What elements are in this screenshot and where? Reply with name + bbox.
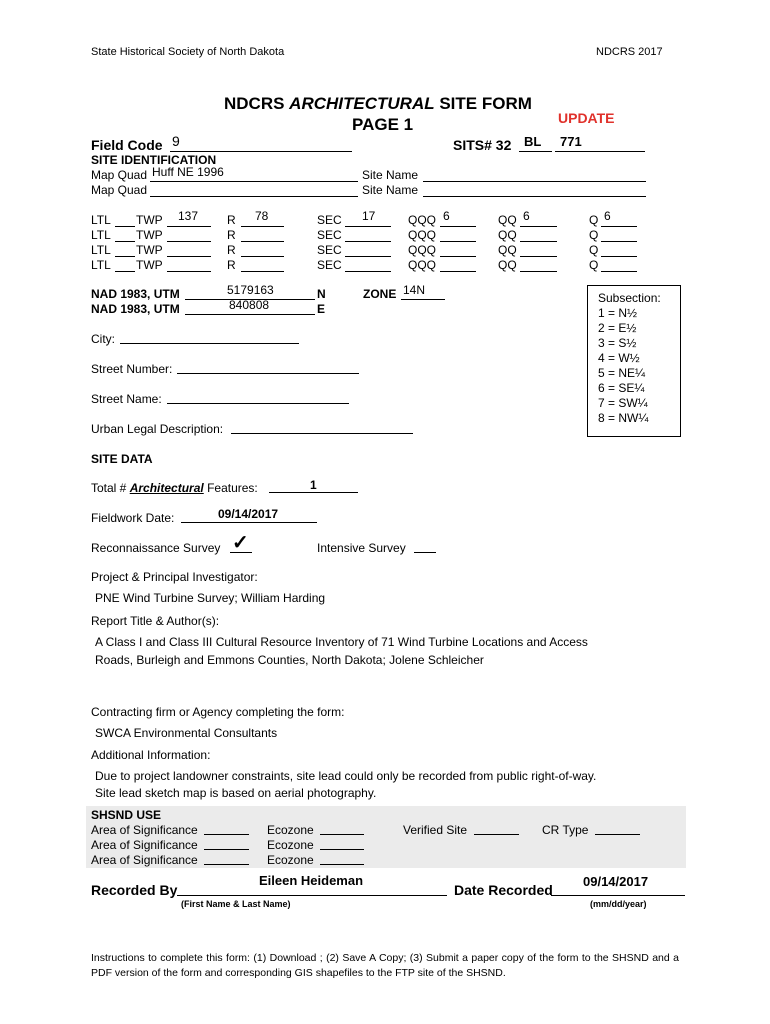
q-line[interactable] xyxy=(601,271,637,272)
map-quad-line-2[interactable] xyxy=(150,196,358,197)
qqq-label: QQQ xyxy=(408,213,437,227)
qq-line[interactable] xyxy=(520,271,557,272)
urban-legal-label: Urban Legal Description: xyxy=(91,422,224,436)
ltl-label: LTL xyxy=(91,243,111,257)
sec-line[interactable] xyxy=(345,256,391,257)
subsection-item: 8 = NW¼ xyxy=(598,411,649,425)
investigator-label: Project & Principal Investigator: xyxy=(91,570,258,584)
ecozone-line[interactable] xyxy=(320,849,364,850)
map-quad-value-1[interactable]: Huff NE 1996 xyxy=(152,165,224,179)
verified-site-label: Verified Site xyxy=(403,823,468,837)
twp-line[interactable] xyxy=(167,226,211,227)
intensive-survey-line[interactable] xyxy=(414,552,436,553)
date-recorded-label: Date Recorded xyxy=(454,882,553,898)
twp-label: TWP xyxy=(136,258,163,272)
utm-easting-value[interactable]: 840808 xyxy=(229,298,270,312)
ltl-line[interactable] xyxy=(115,256,135,257)
site-name-line-1[interactable] xyxy=(423,181,646,182)
twp-line[interactable] xyxy=(167,256,211,257)
r-label: R xyxy=(227,243,236,257)
utm-label-n: NAD 1983, UTM xyxy=(91,287,180,301)
zone-value[interactable]: 14N xyxy=(403,283,426,297)
investigator-value[interactable]: PNE Wind Turbine Survey; William Harding xyxy=(95,591,326,605)
form-page: PAGE 1 xyxy=(352,115,414,134)
subsection-item: 1 = N½ xyxy=(598,306,638,320)
site-name-label-2: Site Name xyxy=(362,183,419,197)
site-name-line-2[interactable] xyxy=(423,196,646,197)
sec-label: SEC xyxy=(317,213,342,227)
street-number-label: Street Number: xyxy=(91,362,173,376)
twp-label: TWP xyxy=(136,228,163,242)
r-label: R xyxy=(227,258,236,272)
sec-line[interactable] xyxy=(345,241,391,242)
subsection-item: 5 = NE¼ xyxy=(598,366,646,380)
qq-label: QQ xyxy=(498,243,517,257)
r-line[interactable] xyxy=(241,241,284,242)
street-name-line[interactable] xyxy=(167,403,349,404)
subsection-item: 2 = E½ xyxy=(598,321,637,335)
qq-label: QQ xyxy=(498,213,517,227)
zone-label: ZONE xyxy=(363,287,397,301)
q-line[interactable] xyxy=(601,241,637,242)
qq-label: QQ xyxy=(498,258,517,272)
r-line[interactable] xyxy=(241,271,284,272)
utm-label-e: NAD 1983, UTM xyxy=(91,302,180,316)
street-name-label: Street Name: xyxy=(91,392,162,406)
qq-line[interactable] xyxy=(520,256,557,257)
city-line[interactable] xyxy=(120,343,299,344)
cr-type-label: CR Type xyxy=(542,823,589,837)
site-name-label-1: Site Name xyxy=(362,168,419,182)
utm-e-label: E xyxy=(317,302,326,316)
qq-line[interactable] xyxy=(520,226,557,227)
fieldwork-date-label: Fieldwork Date: xyxy=(91,511,175,525)
subsection-item: 4 = W½ xyxy=(598,351,640,365)
verified-site-line[interactable] xyxy=(474,834,519,835)
instructions-text: Instructions to complete this form: (1) Download ; (2) Save A Copy; (3) Submit a paper copy of the form to the SHSND and a PDF version of the form and corresponding GIS shapefiles to the FTP site of the SHSND. xyxy=(91,952,679,979)
additional-value-line1[interactable]: Due to project landowner constraints, site lead could only be recorded from public right-of-way. xyxy=(95,769,597,783)
sec-label: SEC xyxy=(317,258,342,272)
ltl-label: LTL xyxy=(91,213,111,227)
twp-line[interactable] xyxy=(167,271,211,272)
q-label: Q xyxy=(589,228,599,242)
q-label: Q xyxy=(589,243,599,257)
qqq-label: QQQ xyxy=(408,228,437,242)
sec-line[interactable] xyxy=(345,226,391,227)
city-label: City: xyxy=(91,332,115,346)
area-significance-line[interactable] xyxy=(204,834,249,835)
date-recorded-hint: (mm/dd/year) xyxy=(590,899,647,909)
subsection-legend xyxy=(587,285,681,437)
area-significance-line[interactable] xyxy=(204,864,249,865)
report-value-line2[interactable]: Roads, Burleigh and Emmons Counties, North Dakota; Jolene Schleicher xyxy=(95,653,484,667)
ltl-line[interactable] xyxy=(115,226,135,227)
qqq-label: QQQ xyxy=(408,258,437,272)
fieldwork-date-value[interactable]: 09/14/2017 xyxy=(218,507,279,521)
r-line[interactable] xyxy=(241,226,284,227)
sits-part1-line[interactable] xyxy=(519,151,552,152)
report-label: Report Title & Author(s): xyxy=(91,614,220,628)
subsection-item: 3 = S½ xyxy=(598,336,637,350)
area-significance-label: Area of Significance xyxy=(91,838,198,852)
qqq-line[interactable] xyxy=(440,271,476,272)
ecozone-label: Ecozone xyxy=(267,853,314,867)
recorded-by-value[interactable]: Eileen Heideman xyxy=(259,873,364,888)
form-title: NDCRS ARCHITECTURAL SITE FORM xyxy=(224,94,532,113)
cr-type-line[interactable] xyxy=(595,834,640,835)
zone-line[interactable] xyxy=(401,299,445,300)
recorded-by-hint: (First Name & Last Name) xyxy=(181,899,291,909)
intensive-survey-label: Intensive Survey xyxy=(317,541,406,555)
ltl-line[interactable] xyxy=(115,241,135,242)
map-quad-label-2: Map Quad xyxy=(91,183,148,197)
field-code-value[interactable]: 9 xyxy=(172,133,180,149)
r-value[interactable]: 78 xyxy=(255,209,269,223)
street-number-line[interactable] xyxy=(177,373,359,374)
ltl-line[interactable] xyxy=(115,271,135,272)
additional-value-line2[interactable]: Site lead sketch map is based on aerial photography. xyxy=(95,786,377,800)
qqq-line[interactable] xyxy=(440,226,476,227)
recon-survey-label: Reconnaissance Survey xyxy=(91,541,221,555)
field-code-line[interactable] xyxy=(170,151,352,152)
twp-label: TWP xyxy=(136,213,163,227)
date-recorded-line[interactable] xyxy=(551,895,685,896)
ecozone-label: Ecozone xyxy=(267,838,314,852)
total-features-value[interactable]: 1 xyxy=(310,478,317,492)
contracting-value[interactable]: SWCA Environmental Consultants xyxy=(95,726,278,740)
r-line[interactable] xyxy=(241,256,284,257)
sec-line[interactable] xyxy=(345,271,391,272)
utm-northing-value[interactable]: 5179163 xyxy=(227,283,274,297)
sits-part1-value[interactable]: BL xyxy=(524,134,542,149)
area-significance-label: Area of Significance xyxy=(91,823,198,837)
q-label: Q xyxy=(589,258,599,272)
total-features-label: Total # Architectural Features: xyxy=(91,481,258,495)
utm-easting-line[interactable] xyxy=(185,314,315,315)
q-line[interactable] xyxy=(601,256,637,257)
qqq-label: QQQ xyxy=(408,243,437,257)
qqq-line[interactable] xyxy=(440,256,476,257)
report-value-line1[interactable]: A Class I and Class III Cultural Resource Inventory of 71 Wind Turbine Locations and Access xyxy=(95,635,588,649)
ecozone-label: Ecozone xyxy=(267,823,314,837)
q-label: Q xyxy=(589,213,599,227)
sec-label: SEC xyxy=(317,228,342,242)
site-data-heading: SITE DATA xyxy=(91,452,153,466)
recorded-by-line[interactable] xyxy=(177,895,447,896)
header-org: State Historical Society of North Dakota xyxy=(91,46,285,58)
recon-check-icon[interactable]: ✓ xyxy=(232,532,249,554)
qqq-value[interactable]: 6 xyxy=(443,209,450,223)
r-label: R xyxy=(227,213,236,227)
sits-part2-value[interactable]: 771 xyxy=(560,134,582,149)
urban-legal-line[interactable] xyxy=(231,433,413,434)
qqq-line[interactable] xyxy=(440,241,476,242)
sec-label: SEC xyxy=(317,243,342,257)
utm-n-label: N xyxy=(317,287,326,301)
ecozone-line[interactable] xyxy=(320,864,364,865)
sec-value[interactable]: 17 xyxy=(362,209,376,223)
ltl-label: LTL xyxy=(91,258,111,272)
date-recorded-value[interactable]: 09/14/2017 xyxy=(583,874,649,889)
field-code-label: Field Code xyxy=(91,137,163,153)
twp-label: TWP xyxy=(136,243,163,257)
contracting-label: Contracting firm or Agency completing the form: xyxy=(91,705,345,719)
qq-label: QQ xyxy=(498,228,517,242)
map-quad-line-1[interactable] xyxy=(150,181,358,182)
ltl-label: LTL xyxy=(91,228,111,242)
r-label: R xyxy=(227,228,236,242)
area-significance-line[interactable] xyxy=(204,849,249,850)
subsection-item: 6 = SE¼ xyxy=(598,381,645,395)
site-identification-heading: SITE IDENTIFICATION xyxy=(91,153,217,167)
additional-label: Additional Information: xyxy=(91,748,211,762)
twp-line[interactable] xyxy=(167,241,211,242)
q-line[interactable] xyxy=(601,226,637,227)
subsection-item: 7 = SW¼ xyxy=(598,396,648,410)
qq-value[interactable]: 6 xyxy=(523,209,530,223)
recorded-by-label: Recorded By xyxy=(91,882,178,898)
header-code: NDCRS 2017 xyxy=(596,46,663,58)
subsection-title: Subsection: xyxy=(598,291,661,305)
twp-value[interactable]: 137 xyxy=(178,209,199,223)
sits-part2-line[interactable] xyxy=(555,151,645,152)
fieldwork-date-line[interactable] xyxy=(181,522,317,523)
total-features-line[interactable] xyxy=(269,492,358,493)
area-significance-label: Area of Significance xyxy=(91,853,198,867)
sits-label: SITS# 32 xyxy=(453,137,512,153)
ecozone-line[interactable] xyxy=(320,834,364,835)
q-value[interactable]: 6 xyxy=(604,209,611,223)
qq-line[interactable] xyxy=(520,241,557,242)
map-quad-label-1: Map Quad xyxy=(91,168,148,182)
update-stamp: UPDATE xyxy=(558,110,615,126)
shsnd-heading: SHSND USE xyxy=(91,808,162,822)
